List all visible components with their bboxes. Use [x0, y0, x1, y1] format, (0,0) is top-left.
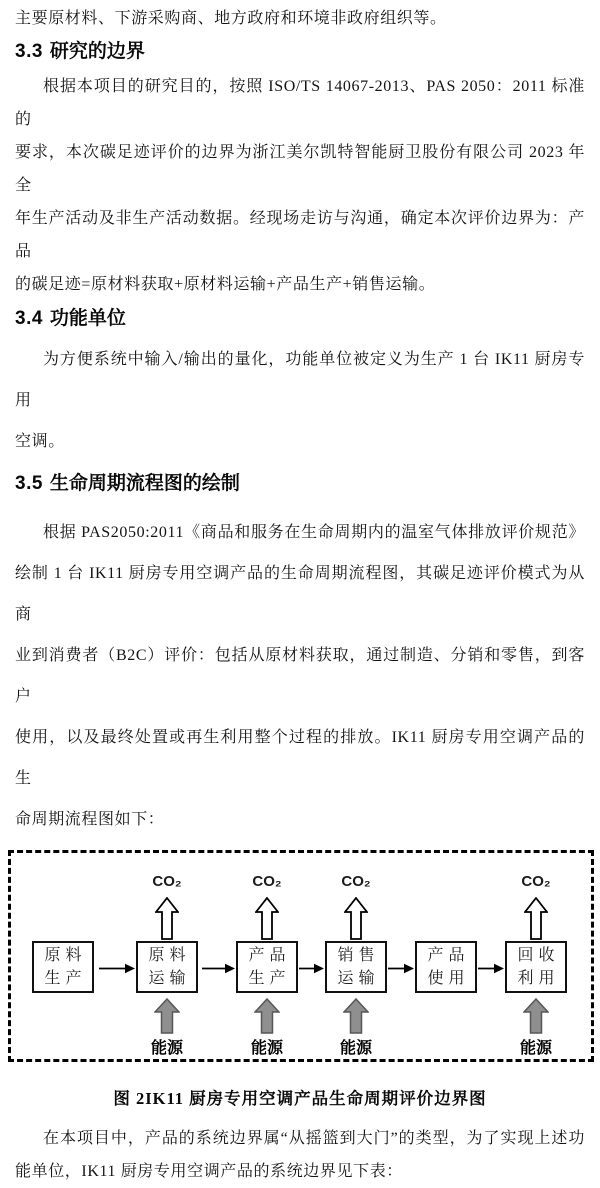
text-line: 绘制 1 台 IK11 厨房专用空调产品的生命周期流程图，其碳足迹评价模式为从商: [15, 565, 585, 623]
stage-label-line: 运输: [148, 970, 191, 987]
section-number: 3.4: [15, 308, 43, 329]
co2-up-arrow-icon: [255, 897, 279, 940]
figure-caption: 图 2IK11 厨房专用空调产品生命周期评价边界图: [113, 1089, 487, 1108]
text-line: 空调。: [15, 433, 65, 450]
section-title: 功能单位: [49, 308, 126, 329]
text-line: 能单位，IK11 厨房专用空调产品的系统边界见下表：: [15, 1163, 403, 1180]
paragraph-research-boundary: [15, 70, 585, 301]
stage-label-line: 使用: [427, 970, 470, 987]
flow-stage-box: [136, 941, 198, 993]
section-title: 生命周期流程图的绘制: [49, 473, 240, 494]
flow-arrow-icon: [478, 962, 505, 975]
energy-label: 能源: [339, 1040, 372, 1057]
flow-stage-product-use: [415, 853, 477, 1059]
section-number: 3.3: [15, 41, 43, 62]
flow-stage-box: [32, 941, 94, 993]
lifecycle-boundary-diagram: [8, 850, 594, 1062]
energy-up-arrow-icon: [154, 998, 180, 1034]
section-heading-3-4: [15, 307, 585, 331]
stage-label-line: 生产: [248, 970, 291, 987]
paragraph-lifecycle-flowchart: [15, 512, 585, 840]
flow-stage-sales-transport: [325, 853, 387, 1059]
co2-label: CO₂: [252, 873, 282, 890]
stage-label-line: 产品: [427, 947, 470, 964]
energy-label: 能源: [250, 1040, 283, 1057]
flow-stage-raw-material-transport: [136, 853, 198, 1059]
paragraph-functional-unit: [15, 339, 585, 462]
stage-label-line: 运输: [337, 970, 380, 987]
stage-label-line: 回收: [517, 947, 560, 964]
text-line: 根据 PAS2050:2011《商品和服务在生命周期内的温室气体排放评价规范》: [43, 524, 585, 541]
text-line: 使用，以及最终处置或再生利用整个过程的排放。IK11 厨房专用空调产品的生: [15, 729, 585, 787]
stage-label-line: 利用: [517, 970, 560, 987]
text-line: 根据本项目的研究目的，按照 ISO/TS 14067-2013、PAS 2050：2011 标准的: [15, 78, 585, 128]
stage-label-line: 原料: [44, 947, 87, 964]
energy-up-arrow-icon: [523, 998, 549, 1034]
paragraph-closing: [15, 1122, 585, 1188]
stage-label-line: 销售: [337, 947, 380, 964]
flow-stage-box: [236, 941, 298, 993]
flow-stage-product-production: [236, 853, 298, 1059]
co2-label: CO₂: [152, 873, 182, 890]
energy-up-arrow-icon: [254, 998, 280, 1034]
text-line: 在本项目中，产品的系统边界属“从摇篮到大门”的类型，为了实现上述功: [43, 1130, 585, 1147]
co2-up-arrow-icon: [344, 897, 368, 940]
flow-stage-box: [505, 941, 567, 993]
section-number: 3.5: [15, 473, 43, 494]
co2-label: CO₂: [341, 873, 371, 890]
text-line: 要求，本次碳足迹评价的边界为浙江美尔凯特智能厨卫股份有限公司 2023 年全: [15, 144, 585, 194]
co2-up-arrow-icon: [155, 897, 179, 940]
section-heading-3-5: [15, 472, 585, 496]
energy-label: 能源: [150, 1040, 183, 1057]
text-line: 的碳足迹=原材料获取+原材料运输+产品生产+销售运输。: [15, 276, 436, 293]
text-line: 为方便系统中输入/输出的量化，功能单位被定义为生产 1 台 IK11 厨房专用: [15, 351, 585, 409]
stage-label-line: 生产: [44, 970, 87, 987]
text-line: 命周期流程图如下：: [15, 811, 165, 828]
stage-label-line: 产品: [248, 947, 291, 964]
section-title: 研究的边界: [49, 41, 145, 62]
flow-arrow-icon: [388, 962, 415, 975]
flow-stage-recycling: [505, 853, 567, 1059]
paragraph-continuation: 主要原材料、下游采购商、地方政府和环境非政府组织等。: [15, 10, 447, 27]
flow-stage-raw-material-production: [32, 853, 94, 1059]
co2-label: CO₂: [521, 873, 551, 890]
flow-arrow-icon: [202, 962, 236, 975]
text-line: 年生产活动及非生产活动数据。经现场走访与沟通，确定本次评价边界为：产品: [15, 210, 585, 260]
flow-stage-box: [415, 941, 477, 993]
flow-stage-box: [325, 941, 387, 993]
co2-up-arrow-icon: [524, 897, 548, 940]
flow-arrow-icon: [99, 962, 136, 975]
flow-arrow-icon: [299, 962, 325, 975]
energy-up-arrow-icon: [343, 998, 369, 1034]
section-heading-3-3: [15, 40, 585, 64]
energy-label: 能源: [519, 1040, 552, 1057]
text-line: 业到消费者（B2C）评价：包括从原材料获取，通过制造、分销和零售，到客户: [15, 647, 585, 705]
stage-label-line: 原料: [148, 947, 191, 964]
